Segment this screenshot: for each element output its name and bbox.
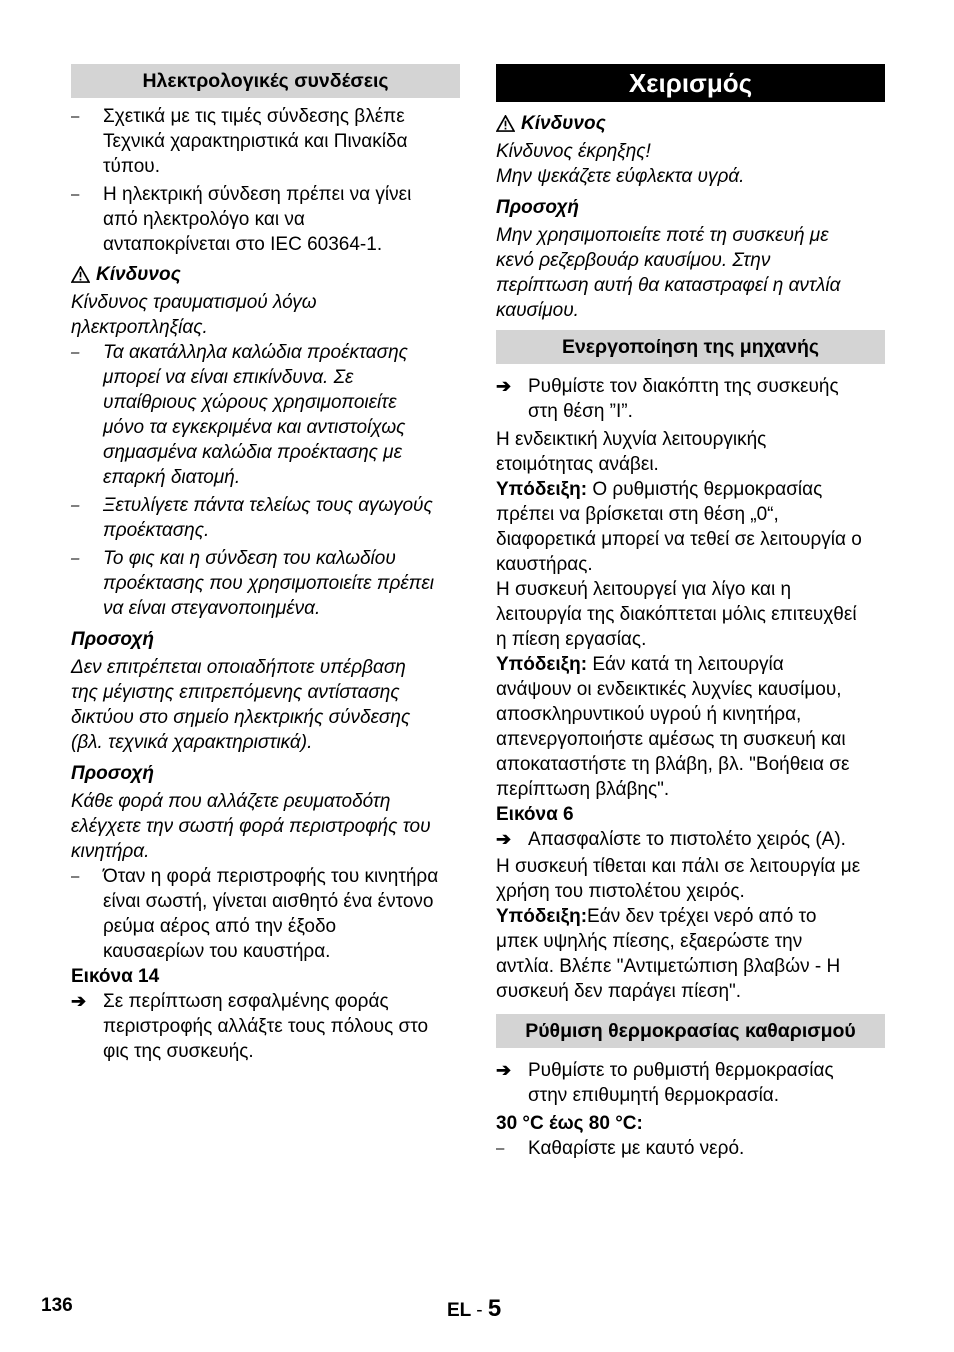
text-line: Ρυθμίστε τον διακόπτη της συσκευής — [528, 376, 839, 397]
dash-bullet: – — [71, 344, 80, 361]
text-line: στη θέση ”I”. — [528, 401, 633, 422]
right-column — [496, 64, 885, 1161]
temperature-range-label: 30 °C έως 80 °C: — [496, 1113, 643, 1134]
list-item — [71, 864, 460, 964]
text-line: η πίεση εργασίας. — [496, 629, 647, 650]
text-line: πρέπει να βρίσκεται στη θέση „0“, — [496, 504, 779, 525]
text-line: Ρυθμίστε το ρυθμιστή θερμοκρασίας — [528, 1060, 834, 1081]
note-label: Υπόδειξη: — [496, 479, 588, 500]
text-line: περιστροφής αλλάξτε τους πόλους στο — [103, 1016, 429, 1037]
instruction-step — [496, 827, 885, 852]
section-heading-startup: Ενεργοποίηση της μηχανής — [496, 330, 885, 364]
list-item — [496, 1136, 885, 1161]
note-paragraph — [496, 477, 885, 577]
text-line: Καθαρίστε με καυτό νερό. — [528, 1138, 745, 1159]
text-line: στην επιθυμητή θερμοκρασία. — [528, 1085, 780, 1106]
dash-bullet: – — [71, 868, 80, 885]
danger-label: Κίνδυνος — [96, 264, 181, 285]
text-line: λειτουργία της διακόπτεται μόλις επιτευχθεί — [496, 604, 857, 625]
text-line: Μην ψεκάζετε εύφλεκτα υγρά. — [496, 166, 745, 187]
note-text: Εάν κατά τη λειτουργία — [587, 654, 784, 675]
danger-text — [496, 139, 885, 189]
text-line: Η ηλεκτρική σύνδεση πρέπει να γίνει — [103, 184, 412, 205]
dash-bullet: – — [71, 550, 80, 567]
text-line: Τεχνικά χαρακτηριστικά και Πινακίδα — [103, 131, 408, 152]
danger-text — [71, 290, 460, 340]
text-line: καυσίμου. — [496, 300, 579, 321]
dash-bullet: – — [496, 1140, 505, 1157]
arrow-icon: ➔ — [496, 829, 512, 849]
paragraph — [496, 854, 885, 904]
text-line: μπορεί να είναι επικίνδυνα. Σε — [103, 367, 354, 388]
text-line: Τα ακατάλληλα καλώδια προέκτασης — [103, 342, 408, 363]
text-line: ηλεκτροπληξίας. — [71, 317, 208, 338]
text-line — [496, 652, 885, 677]
text-line: της μέγιστης επιτρεπόμενης αντίστασης — [71, 682, 400, 703]
caution-label: Προσοχή — [496, 197, 580, 218]
text-line: Η ενδεικτική λυχνία λειτουργικής — [496, 429, 767, 450]
text-line: καυστήρας. — [496, 554, 593, 575]
text-line: Κάθε φορά που αλλάζετε ρευματοδότη — [71, 791, 391, 812]
note-label: Υπόδειξη: — [496, 654, 588, 675]
section-page-indicator — [447, 1295, 501, 1323]
arrow-icon: ➔ — [496, 1060, 512, 1080]
list-item — [71, 546, 460, 621]
text-line: είναι σωστή, γίνεται αισθητό ένα έντονο — [103, 891, 434, 912]
note-label: Υπόδειξη: — [496, 906, 588, 927]
text-line: αποκαταστήστε τη βλάβη, βλ. "Βοήθεια σε — [496, 754, 850, 775]
caution-label: Προσοχή — [71, 763, 155, 784]
list-item — [71, 340, 460, 490]
list-item — [71, 104, 460, 179]
text-line: φις της συσκευής. — [103, 1041, 254, 1062]
text-line: προέκτασης. — [103, 520, 210, 541]
caution-text — [71, 789, 460, 864]
figure-label: Εικόνα 6 — [496, 804, 574, 825]
section-heading-temperature: Ρύθμιση θερμοκρασίας καθαρισμού — [496, 1014, 885, 1048]
text-line: Σε περίπτωση εσφαλμένης φοράς — [103, 991, 389, 1012]
warning-triangle-icon — [496, 115, 515, 132]
arrow-icon: ➔ — [496, 376, 512, 396]
instruction-step — [496, 374, 885, 424]
list-item — [71, 182, 460, 257]
note-text: Εάν δεν τρέχει νερό από το — [587, 906, 817, 927]
dash-bullet: – — [71, 497, 80, 514]
text-line: Όταν η φορά περιστροφής του κινητήρα — [103, 866, 439, 887]
text-line: κινητήρα. — [71, 841, 150, 862]
text-line: Κίνδυνος τραυματισμού λόγω — [71, 292, 317, 313]
text-line: Δεν επιτρέπεται οποιαδήποτε υπέρβαση — [71, 657, 406, 678]
text-line: ρεύμα αέρος από την έξοδο — [103, 916, 337, 937]
text-line: Σχετικά με τις τιμές σύνδεσης βλέπε — [103, 106, 405, 127]
paragraph — [496, 577, 885, 652]
text-line: προέκτασης που χρησιμοποιείτε πρέπει — [103, 573, 434, 594]
text-line: Απασφαλίστε το πιστολέτο χειρός (A). — [528, 829, 846, 850]
instruction-step — [496, 1058, 885, 1108]
dash-bullet: – — [71, 186, 80, 203]
warning-triangle-icon — [71, 266, 90, 283]
text-line: Η συσκευή τίθεται και πάλι σε λειτουργία με — [496, 856, 861, 877]
text-line: Η συσκευή λειτουργεί για λίγο και η — [496, 579, 792, 600]
language-code: EL — [447, 1300, 471, 1321]
page-number: 136 — [41, 1295, 73, 1316]
text-line: σημασμένα καλώδια προέκτασης με — [103, 442, 402, 463]
text-line: ανταποκρίνεται στο IEC 60364-1. — [103, 234, 383, 255]
dash-bullet: – — [71, 108, 80, 125]
figure-label: Εικόνα 14 — [71, 966, 160, 987]
text-line: ετοιμότητας ανάβει. — [496, 454, 659, 475]
text-line: συσκευή δεν παράγει πίεση". — [496, 981, 742, 1002]
text-line: περίπτωση βλάβης". — [496, 779, 670, 800]
note-text: Ο ρυθμιστής θερμοκρασίας — [587, 479, 823, 500]
separator: - — [476, 1300, 483, 1321]
section-heading-electrical: Ηλεκτρολογικές συνδέσεις — [71, 64, 460, 98]
note-paragraph — [496, 652, 885, 802]
text-line: μπεκ υψηλής πίεσης, εξαερώστε την — [496, 931, 803, 952]
list-item — [71, 493, 460, 543]
text-line: ανάψουν οι ενδεικτικές λυχνίες καυσίμου, — [496, 679, 842, 700]
danger-heading — [496, 111, 885, 136]
text-line: τύπου. — [103, 156, 160, 177]
chapter-title: Χειρισμός — [496, 64, 885, 102]
text-line: υπαίθριους χώρους χρησιμοποιείτε — [103, 392, 397, 413]
arrow-icon: ➔ — [71, 991, 87, 1011]
text-line: Ξετυλίγετε πάντα τελείως τους αγωγούς — [103, 495, 433, 516]
caution-text — [71, 655, 460, 755]
text-line: περίπτωση αυτή θα καταστραφεί η αντλία — [496, 275, 841, 296]
text-line: Το φις και η σύνδεση του καλωδίου — [103, 548, 396, 569]
text-line: Κίνδυνος έκρηξης! — [496, 141, 651, 162]
instruction-step — [71, 989, 460, 1064]
text-line: Μην χρησιμοποιείτε ποτέ τη συσκευή με — [496, 225, 829, 246]
danger-heading — [71, 262, 460, 287]
text-line: (βλ. τεχνικά χαρακτηριστικά). — [71, 732, 313, 753]
text-line: δικτύου στο σημείο ηλεκτρικής σύνδεσης — [71, 707, 411, 728]
text-line: από ηλεκτρολόγο και να — [103, 209, 305, 230]
note-paragraph — [496, 904, 885, 1004]
text-line — [496, 477, 885, 502]
caution-label: Προσοχή — [71, 629, 155, 650]
danger-label: Κίνδυνος — [521, 113, 606, 134]
text-line: χρήση του πιστολέτου χειρός. — [496, 881, 745, 902]
text-line: καυσαερίων του καυστήρα. — [103, 941, 331, 962]
left-column — [71, 64, 460, 1064]
text-line: να είναι στεγανοποιημένα. — [103, 598, 321, 619]
text-line: διαφορετικά μπορεί να τεθεί σε λειτουργία ο — [496, 529, 862, 550]
text-line — [496, 904, 885, 929]
text-line: επαρκή διατομή. — [103, 467, 241, 488]
paragraph — [496, 427, 885, 477]
text-line: μόνο τα εγκεκριμένα και αντιστοίχως — [103, 417, 406, 438]
text-line: αποσκληρυντικού υγρού ή κινητήρα, — [496, 704, 802, 725]
text-line: απενεργοποιήστε αμέσως τη συσκευή και — [496, 729, 846, 750]
section-page: 5 — [487, 1295, 502, 1322]
text-line: ελέγχετε την σωστή φορά περιστροφής του — [71, 816, 431, 837]
caution-text — [496, 223, 885, 323]
text-line: κενό ρεζερβουάρ καυσίμου. Στην — [496, 250, 771, 271]
text-line: αντλία. Βλέπε "Αντιμετώπιση βλαβών - Η — [496, 956, 841, 977]
